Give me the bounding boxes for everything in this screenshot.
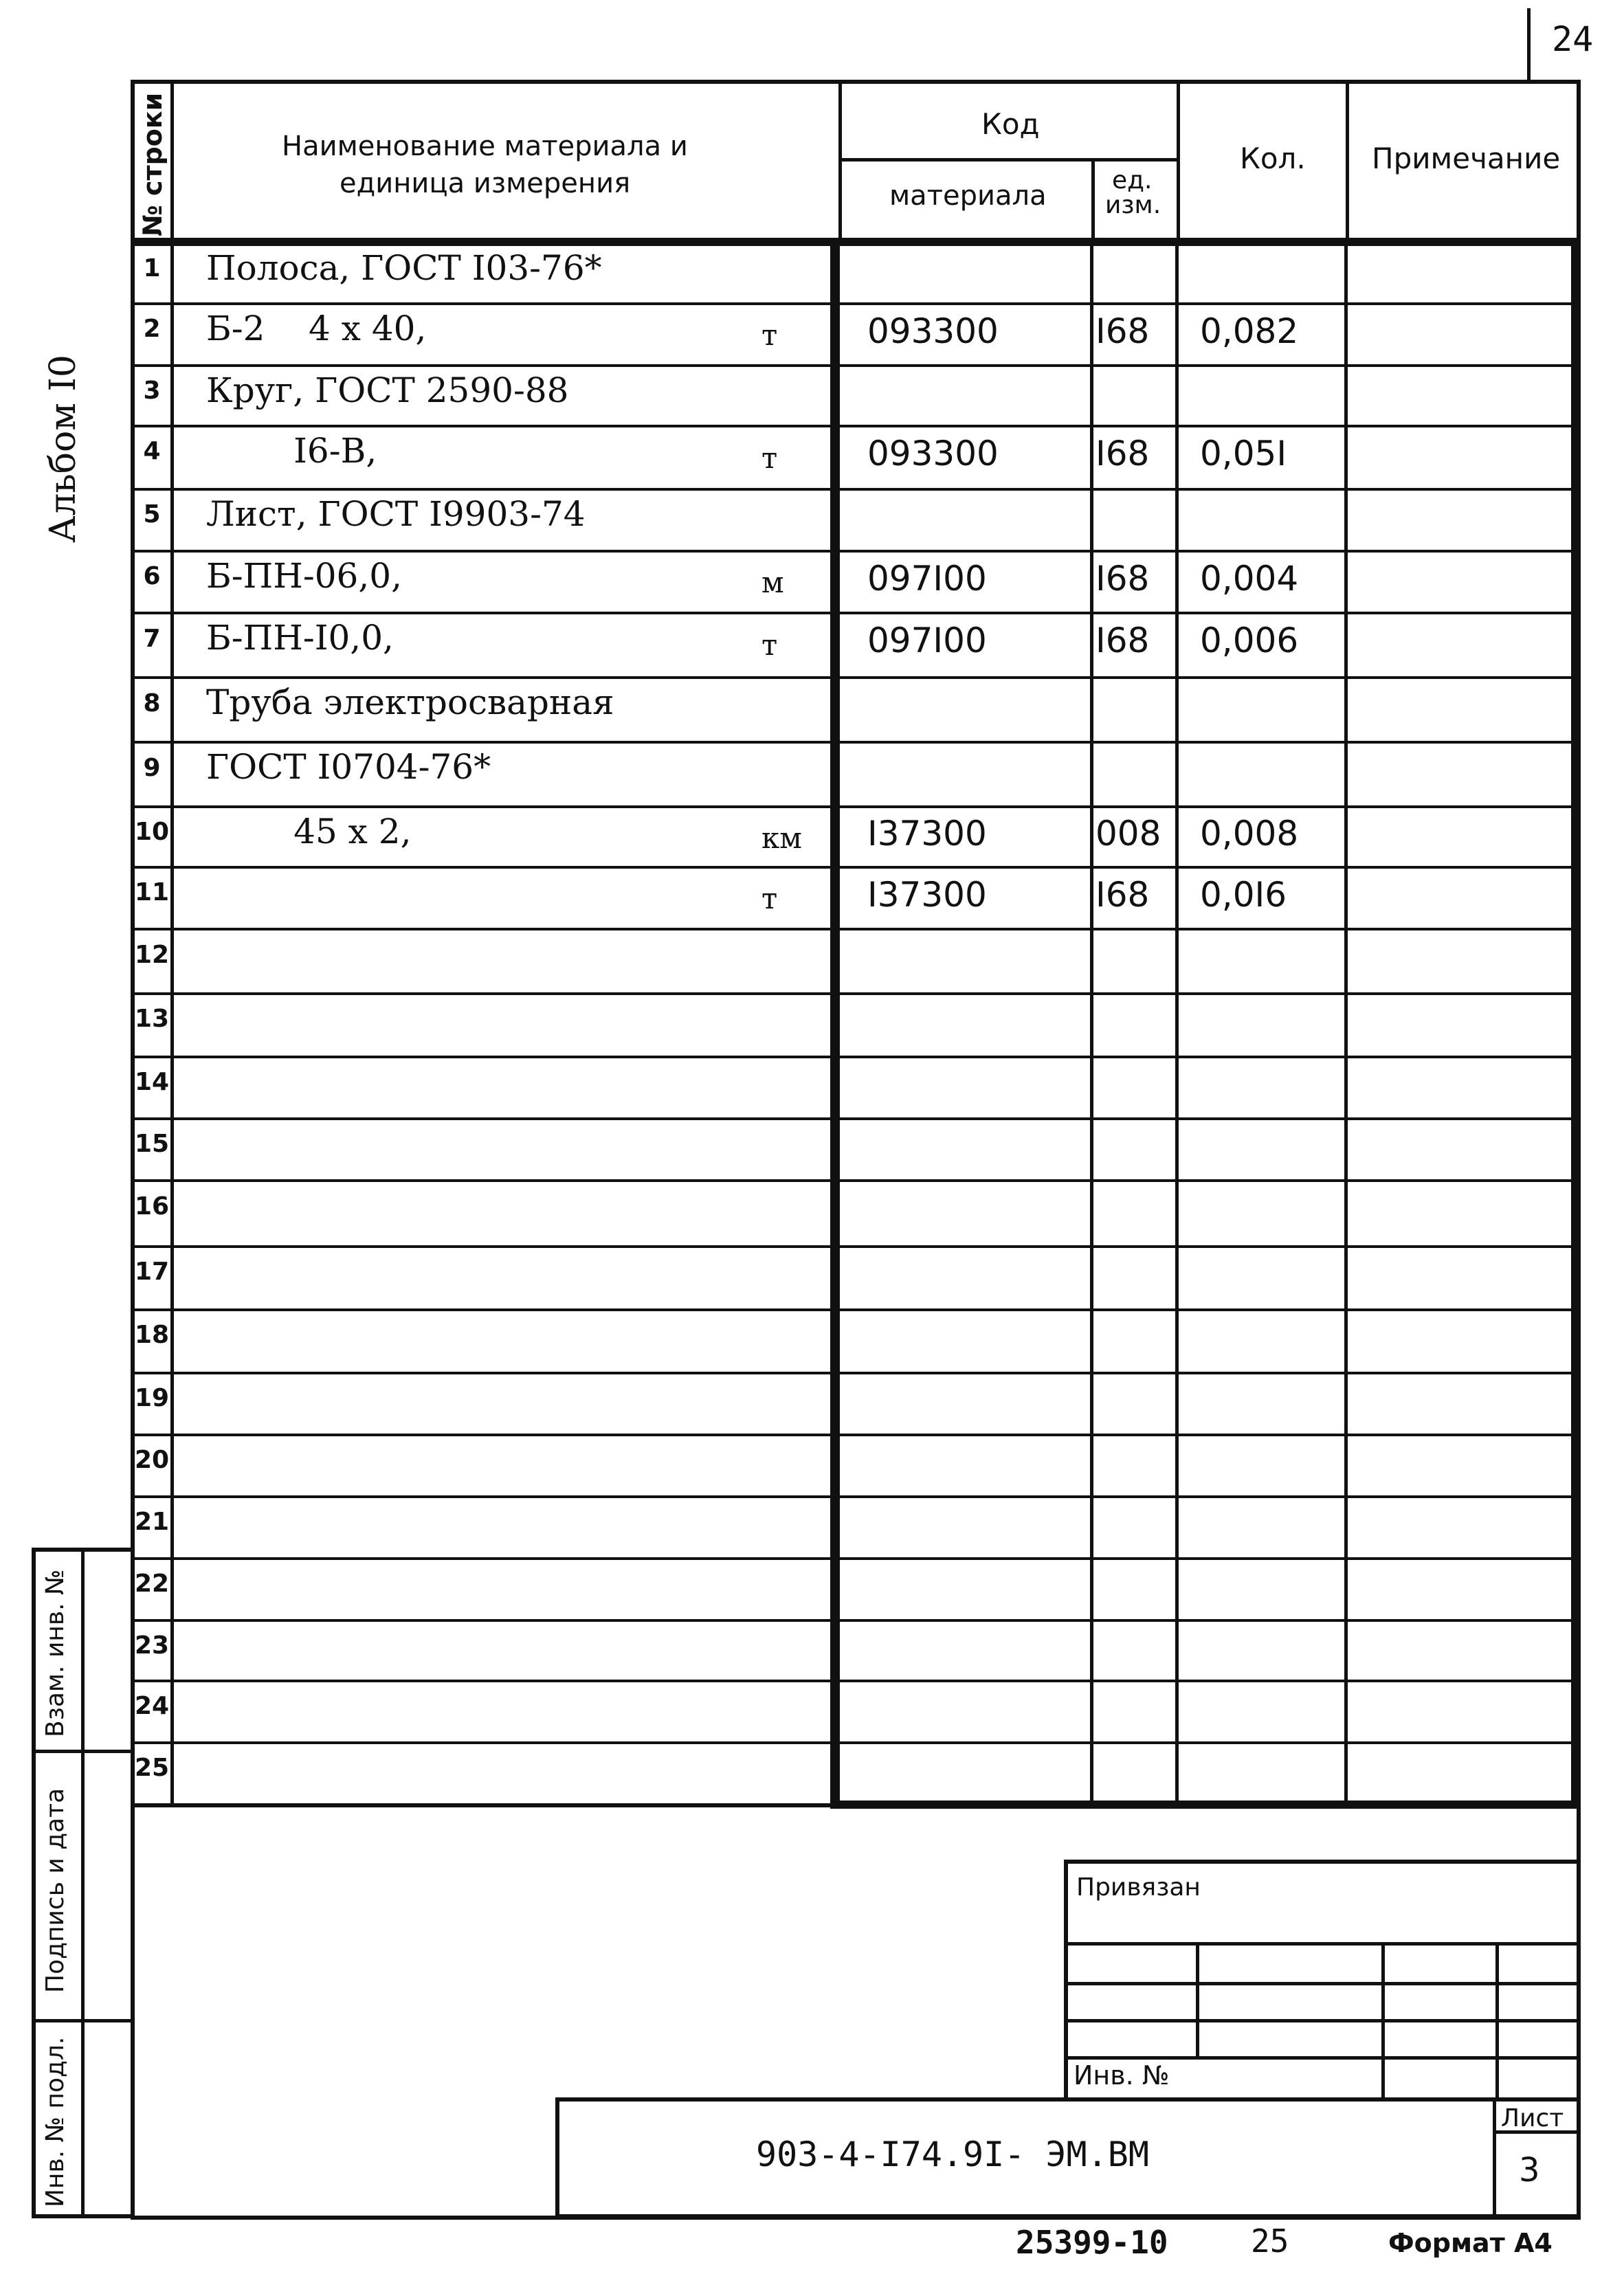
body-thick-left <box>830 238 840 1809</box>
album-label: Альбом I0 <box>43 355 84 543</box>
inv-no-label: Инв. № <box>1074 2060 1170 2091</box>
row-material-name: I6-В, <box>206 431 377 471</box>
header-unit-line1: ед. <box>1112 166 1153 194</box>
header-div-rowno <box>170 80 174 1807</box>
row-material-name: Б-2 4 x 40, <box>206 309 427 348</box>
row-unit-code: I68 <box>1095 559 1150 599</box>
side-inv-podl: Инв. № подл. <box>41 2036 69 2207</box>
header-div-ed <box>1091 159 1095 242</box>
header-code: Код <box>981 107 1040 141</box>
row-separator <box>131 1557 1581 1560</box>
row-separator <box>131 488 1581 491</box>
privyazan-col2 <box>1381 1942 1385 2102</box>
body-thick-bottom <box>830 1801 1581 1809</box>
header-name-line1: Наименование материала и <box>282 131 688 162</box>
row-separator <box>131 612 1581 614</box>
row-separator <box>131 425 1581 427</box>
row-quantity: 0,082 <box>1200 311 1299 351</box>
header-unit-line2: изм. <box>1105 191 1161 219</box>
page-number-divider <box>1527 8 1531 80</box>
privyazan-col3 <box>1495 1942 1499 2102</box>
body-bottom-line <box>131 1803 838 1807</box>
row-number: 3 <box>143 377 161 405</box>
row-separator <box>131 805 1581 808</box>
row-material-code: 097I00 <box>867 621 987 660</box>
row-number: 12 <box>135 941 170 969</box>
row-number: 4 <box>143 437 161 465</box>
row-number: 23 <box>135 1631 170 1660</box>
row-quantity: 0,05I <box>1200 434 1287 473</box>
row-separator <box>131 1495 1581 1498</box>
row-number: 8 <box>143 689 161 717</box>
row-number: 25 <box>135 1754 170 1782</box>
row-unit: м <box>761 566 784 599</box>
row-separator <box>131 1680 1581 1682</box>
row-separator <box>131 1056 1581 1058</box>
designation: 903-4-I74.9I- ЭМ.ВМ <box>756 2134 1149 2174</box>
side-stamp-split1 <box>32 1750 135 1753</box>
privyazan-line1 <box>1064 1942 1581 1946</box>
privyazan-col1 <box>1196 1942 1199 2059</box>
row-unit-code: I68 <box>1095 311 1150 351</box>
row-quantity: 0,0I6 <box>1200 875 1287 915</box>
header-note: Примечание <box>1372 142 1561 175</box>
row-material-name: Лист, ГОСТ I9903-74 <box>206 494 586 534</box>
row-material-code: 093300 <box>867 311 999 351</box>
row-material-name: Полоса, ГОСТ I03-76* <box>206 248 602 288</box>
row-material-code: 097I00 <box>867 559 987 599</box>
row-separator <box>131 302 1581 305</box>
footer-page: 25 <box>1251 2222 1289 2260</box>
row-number: 11 <box>135 878 170 906</box>
row-separator <box>131 1117 1581 1120</box>
privyazan-line4 <box>1064 2056 1581 2060</box>
header-div-qty <box>1346 80 1349 242</box>
body-col-ed-right <box>1175 242 1179 1802</box>
row-material-code: 093300 <box>867 434 999 473</box>
row-unit-code: 008 <box>1095 814 1161 854</box>
row-material-name: 45 x 2, <box>206 812 412 851</box>
row-material-name: ГОСТ I0704-76* <box>206 747 491 787</box>
row-number: 9 <box>143 754 161 782</box>
header-qty: Кол. <box>1240 142 1306 175</box>
row-number: 13 <box>135 1005 170 1033</box>
row-separator <box>131 1434 1581 1436</box>
row-number: 6 <box>143 562 161 590</box>
row-material-name: Б-ПН-06,0, <box>206 556 402 596</box>
row-separator <box>131 866 1581 869</box>
row-number: 20 <box>135 1446 170 1474</box>
row-material-code: I37300 <box>867 814 987 854</box>
row-separator <box>131 364 1581 367</box>
header-row-no: № строки <box>137 92 168 236</box>
row-quantity: 0,008 <box>1200 814 1299 854</box>
row-material-name: Труба электросварная <box>206 682 614 722</box>
row-separator <box>131 1179 1581 1182</box>
row-quantity: 0,004 <box>1200 559 1299 599</box>
row-material-name: Б-ПН-I0,0, <box>206 618 394 658</box>
side-podpis-data: Подпись и дата <box>41 1787 69 1993</box>
sheet-number: 3 <box>1519 2151 1540 2189</box>
row-separator <box>131 1308 1581 1311</box>
row-number: 19 <box>135 1384 170 1412</box>
side-stamp-split2 <box>32 2019 135 2022</box>
header-bottom-thick <box>131 238 1581 246</box>
row-number: 1 <box>143 254 161 282</box>
sheet-label: Лист <box>1501 2104 1564 2132</box>
row-separator <box>131 992 1581 995</box>
row-number: 18 <box>135 1321 170 1349</box>
body-col-ed-left <box>1090 242 1093 1802</box>
privyazan-line3 <box>1064 2019 1581 2022</box>
row-unit: км <box>761 821 802 855</box>
privyazan-line2 <box>1064 1982 1581 1985</box>
row-material-name: Круг, ГОСТ 2590-88 <box>206 370 569 410</box>
row-separator <box>131 550 1581 553</box>
row-unit: т <box>761 441 778 475</box>
row-number: 7 <box>143 625 161 653</box>
footer-format: Формат А4 <box>1388 2228 1553 2258</box>
row-number: 24 <box>135 1692 170 1720</box>
body-thick-right <box>1571 238 1581 1809</box>
row-number: 15 <box>135 1130 170 1158</box>
row-separator <box>131 928 1581 930</box>
row-quantity: 0,006 <box>1200 621 1299 660</box>
row-number: 5 <box>143 500 161 528</box>
row-unit: т <box>761 882 778 915</box>
row-separator <box>131 1619 1581 1622</box>
row-number: 21 <box>135 1508 170 1536</box>
row-separator <box>131 741 1581 744</box>
header-kod-split <box>838 158 1178 161</box>
sheet-divider <box>1493 2097 1496 2218</box>
row-number: 10 <box>135 818 170 846</box>
page-number: 24 <box>1552 19 1594 59</box>
row-separator <box>131 1245 1581 1248</box>
body-col-qty-right <box>1344 242 1348 1802</box>
row-unit-code: I68 <box>1095 434 1150 473</box>
header-material: материала <box>889 180 1047 212</box>
header-name-line2: единица измерения <box>340 168 631 199</box>
row-number: 2 <box>143 315 161 343</box>
row-number: 22 <box>135 1570 170 1598</box>
row-separator <box>131 1741 1581 1744</box>
row-material-code: I37300 <box>867 875 987 915</box>
privyazan-label: Привязан <box>1076 1873 1201 1902</box>
row-unit: т <box>761 628 778 662</box>
row-number: 14 <box>135 1068 170 1096</box>
side-stamp-inner <box>81 1548 85 2218</box>
row-unit-code: I68 <box>1095 875 1150 915</box>
row-separator <box>131 1372 1581 1374</box>
row-number: 17 <box>135 1258 170 1286</box>
row-separator <box>131 676 1581 679</box>
row-number: 16 <box>135 1192 170 1220</box>
row-unit: т <box>761 318 778 352</box>
row-unit-code: I68 <box>1095 621 1150 660</box>
footer-order-no: 25399-10 <box>1016 2224 1168 2261</box>
side-vzam-inv: Взам. инв. № <box>41 1569 69 1737</box>
